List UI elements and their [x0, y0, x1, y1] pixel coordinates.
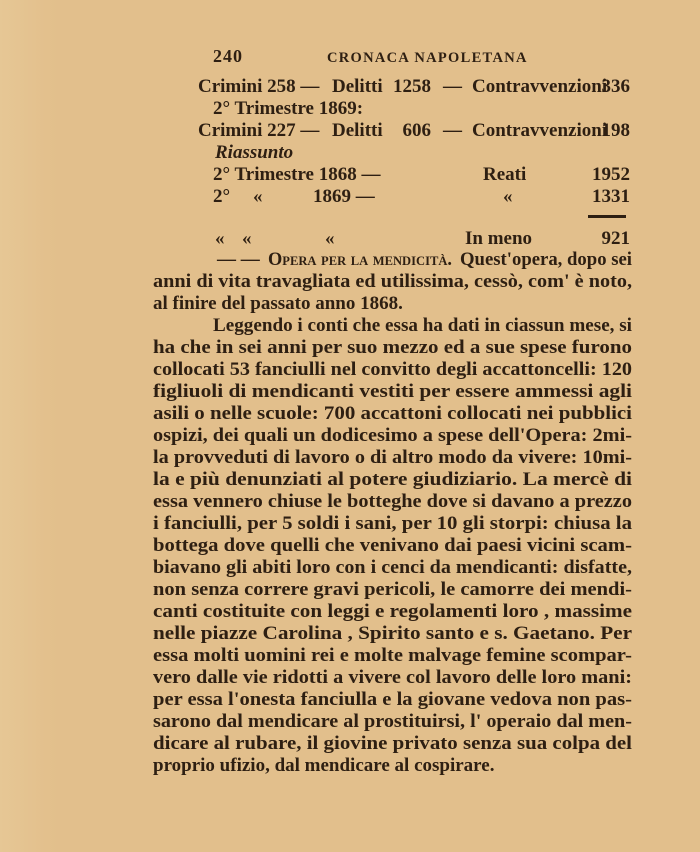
- contravvenzioni-label: Contravvenzioni: [472, 120, 608, 141]
- body-line: ha che in sei anni per suo mezzo ed a sue spese furono: [153, 337, 632, 358]
- body-line: essa vennero chiuse le botteghe dove si davano a prezzo: [153, 491, 632, 512]
- body-line: collocati 53 fanciulli nel convitto degli accattoncelli: 120: [153, 359, 632, 380]
- body-line: Leggendo i conti che essa ha dati in ciassun mese, si: [213, 315, 632, 336]
- body-line: i fanciulli, per 5 soldi i sani, per 10 gli storpi: chiusa la: [153, 513, 633, 534]
- contravvenzioni-value: 336: [601, 76, 630, 97]
- body-line: biavano gli abiti loro con i cenci da mendicanti: disfatte,: [153, 557, 633, 578]
- body-line: nelle piazze Carolina , Spirito santo e s. Gaetano. Per: [153, 623, 633, 644]
- paragraph-dash-marks: — —: [217, 249, 260, 270]
- body-line: asili o nelle scuole: 700 accattoni collocati nei pubblici: [153, 403, 632, 424]
- contravvenzioni-label: Contravvenzioni: [472, 76, 608, 97]
- dash: —: [443, 120, 462, 141]
- ditto-mark: «: [325, 228, 335, 249]
- ditto-mark: «: [215, 228, 225, 249]
- delitti-value: 1258: [393, 76, 431, 97]
- riassunto-label: Riassunto: [215, 142, 294, 163]
- running-header-title: CRONACA NAPOLETANA: [327, 50, 528, 66]
- body-line: essa molti uomini rei e molte malvage femine scompar-: [153, 645, 632, 666]
- year-label: 1869 —: [313, 186, 375, 207]
- dash: —: [443, 76, 462, 97]
- body-line: per essa l'onesta fanciulla e la giovane vedova non pas-: [153, 689, 632, 710]
- delitti-value: 606: [402, 120, 431, 141]
- body-line: la provveduti di lavoro o di altro modo da vivere: 10mi-: [153, 447, 632, 468]
- body-line: canti costituite con leggi e regolamenti loro , massime: [153, 601, 632, 622]
- body-line: vero dalle vie ridotti a vivere col lavoro delle loro mani:: [153, 667, 632, 688]
- body-line: dicare al rubare, il giovine privato senza sua colpa del: [153, 733, 632, 754]
- body-line: ospizi, dei quali un dodicesimo a spese dell'Opera: 2mi-: [153, 425, 632, 446]
- trimestre-label: 2° Trimestre 1869:: [213, 98, 364, 119]
- in-meno-value: 921: [601, 228, 630, 249]
- ditto-mark: «: [253, 186, 263, 207]
- body-line: Quest'opera, dopo sei: [460, 249, 632, 270]
- reati-value: 1952: [592, 164, 630, 185]
- reati-value: 1331: [592, 186, 630, 207]
- body-line: bottega dove quelli che venivano dai paesi vicini scam-: [153, 535, 632, 556]
- ditto-mark: «: [503, 186, 513, 207]
- body-line: sarono dal mendicare al prostituirsi, l' operaio dal men-: [153, 711, 632, 732]
- crimini-label: Crimini 258 —: [198, 76, 320, 97]
- reati-label: Reati: [483, 164, 527, 185]
- contravvenzioni-value: 198: [601, 120, 630, 141]
- body-line: non senza correre gravi pericoli, le camorre dei mendi-: [153, 579, 632, 600]
- delitti-label: Delitti: [332, 76, 383, 97]
- body-line: figliuoli di mendicanti vestiti per essere ammessi agli: [153, 381, 632, 402]
- crimini-label: Crimini 227 —: [198, 120, 320, 141]
- in-meno-label: In meno: [465, 228, 533, 249]
- period-prefix: 2°: [213, 186, 231, 207]
- body-line: al finire del passato anno 1868.: [153, 293, 403, 314]
- page-number: 240: [213, 46, 243, 66]
- delitti-label: Delitti: [332, 120, 383, 141]
- body-line: anni di vita travagliata ed utilissima, cessò, com' è noto,: [153, 271, 633, 292]
- body-line: la e più denunziati al potere giudiziario. La mercè di: [153, 469, 632, 490]
- period-label: 2° Trimestre 1868 —: [213, 164, 381, 185]
- ditto-mark: «: [242, 228, 252, 249]
- opera-mendicita-heading: Opera per la mendicità.: [268, 249, 452, 270]
- body-line: proprio ufizio, dal mendicare al cospirare.: [153, 755, 495, 776]
